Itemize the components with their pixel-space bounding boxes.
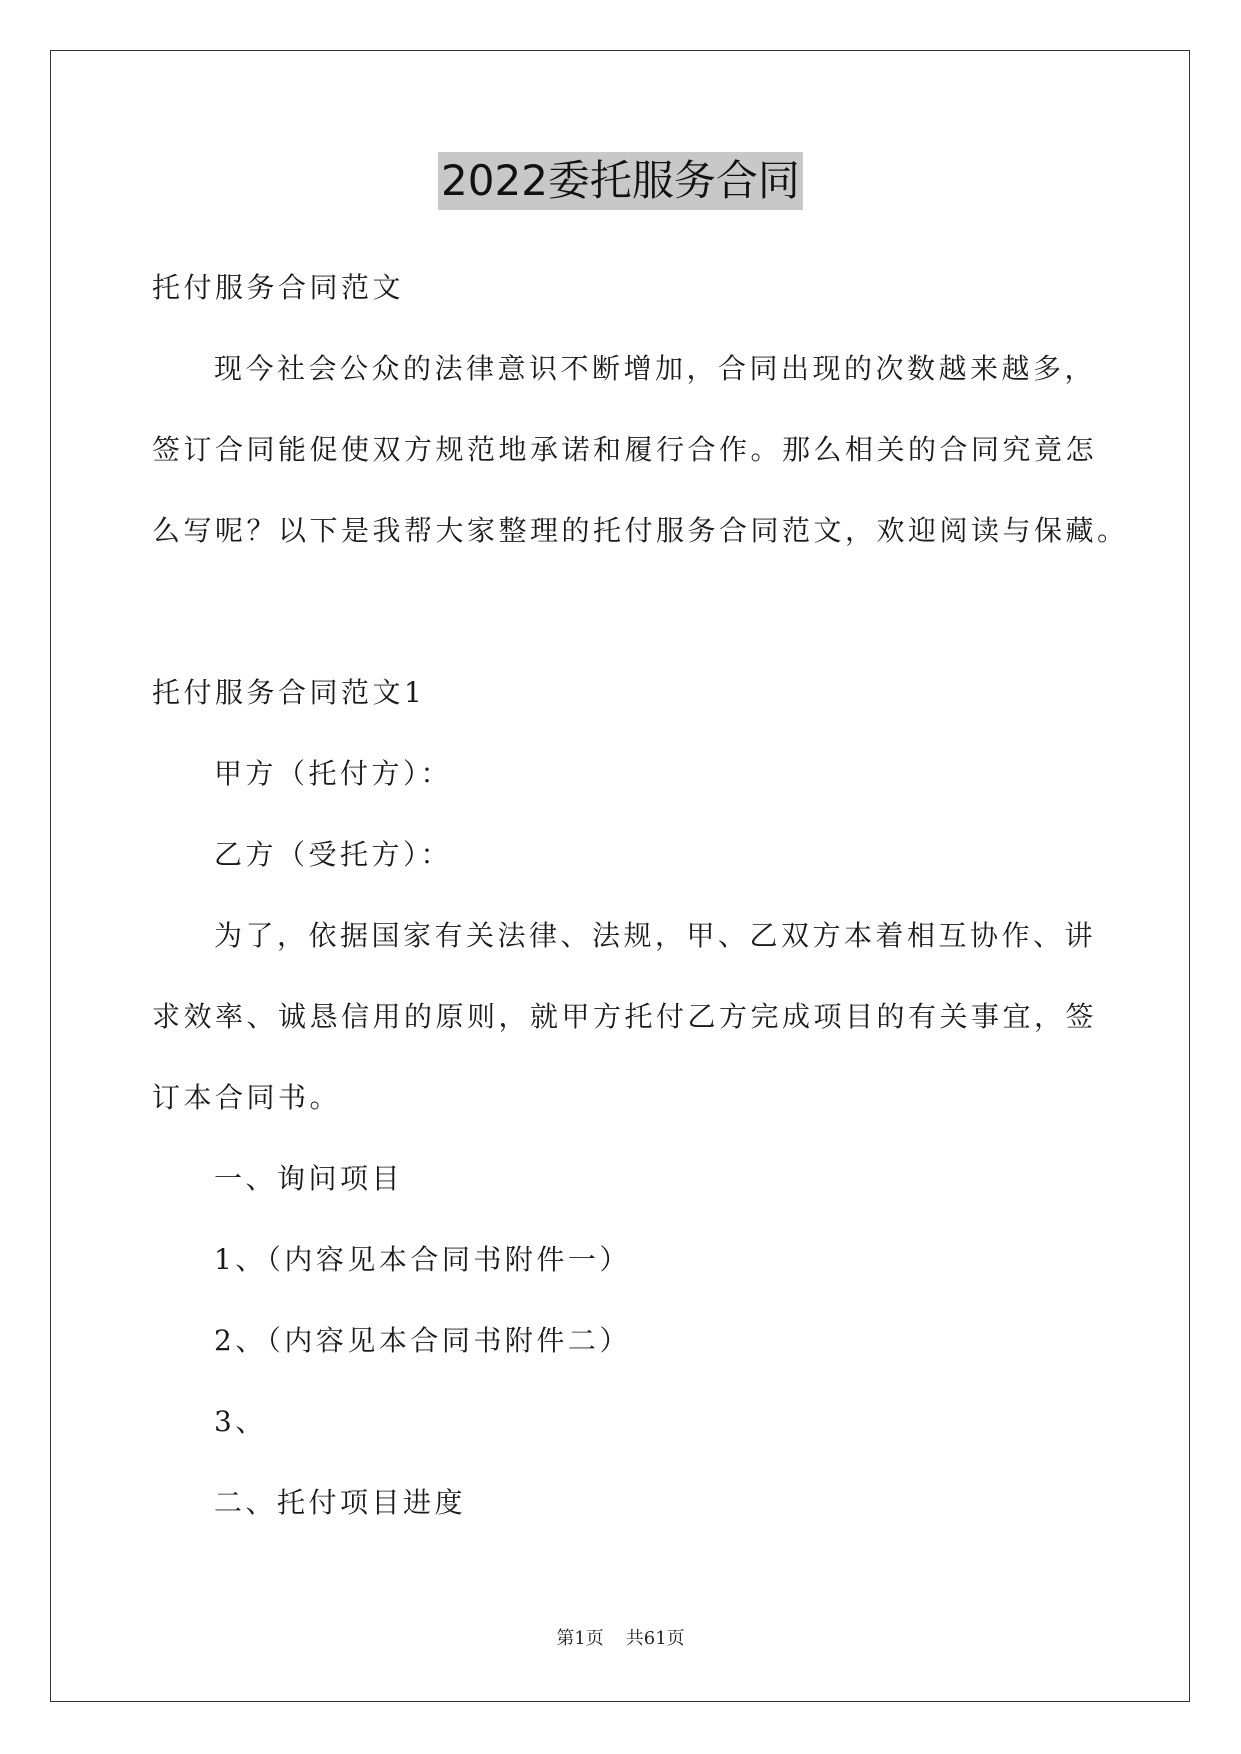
page-total: 共61页 xyxy=(625,1628,685,1649)
section-heading: 托付服务合同范文 xyxy=(152,271,405,304)
paragraph-line: 为了，依据国家有关法律、法规，甲、乙双方本着相互协作、讲 xyxy=(214,919,1097,952)
clause-heading: 一、询问项目 xyxy=(214,1162,404,1195)
list-item: 2、（内容见本合同书附件二） xyxy=(214,1324,631,1357)
paragraph-line: 么写呢？以下是我帮大家整理的托付服务合同范文，欢迎阅读与保藏。 xyxy=(152,514,1129,547)
title-container xyxy=(0,152,1241,210)
paragraph-line: 现今社会公众的法律意识不断增加，合同出现的次数越来越多， xyxy=(214,352,1097,385)
page-footer xyxy=(0,1626,1241,1652)
paragraph-line: 订本合同书。 xyxy=(152,1081,342,1114)
party-a-label: 甲方（托付方）： xyxy=(214,757,453,790)
list-item: 3、 xyxy=(214,1405,267,1438)
section-heading: 托付服务合同范文1 xyxy=(152,676,426,709)
paragraph-line: 求效率、诚恳信用的原则，就甲方托付乙方完成项目的有关事宜，签 xyxy=(152,1000,1098,1033)
clause-heading: 二、托付项目进度 xyxy=(214,1486,467,1519)
page-number: 第1页 xyxy=(556,1628,604,1649)
document-title: 2022委托服务合同 xyxy=(438,152,803,210)
party-b-label: 乙方（受托方）： xyxy=(214,838,453,871)
list-item: 1、（内容见本合同书附件一） xyxy=(214,1243,631,1276)
paragraph-line: 签订合同能促使双方规范地承诺和履行合作。那么相关的合同究竟怎 xyxy=(152,433,1098,466)
